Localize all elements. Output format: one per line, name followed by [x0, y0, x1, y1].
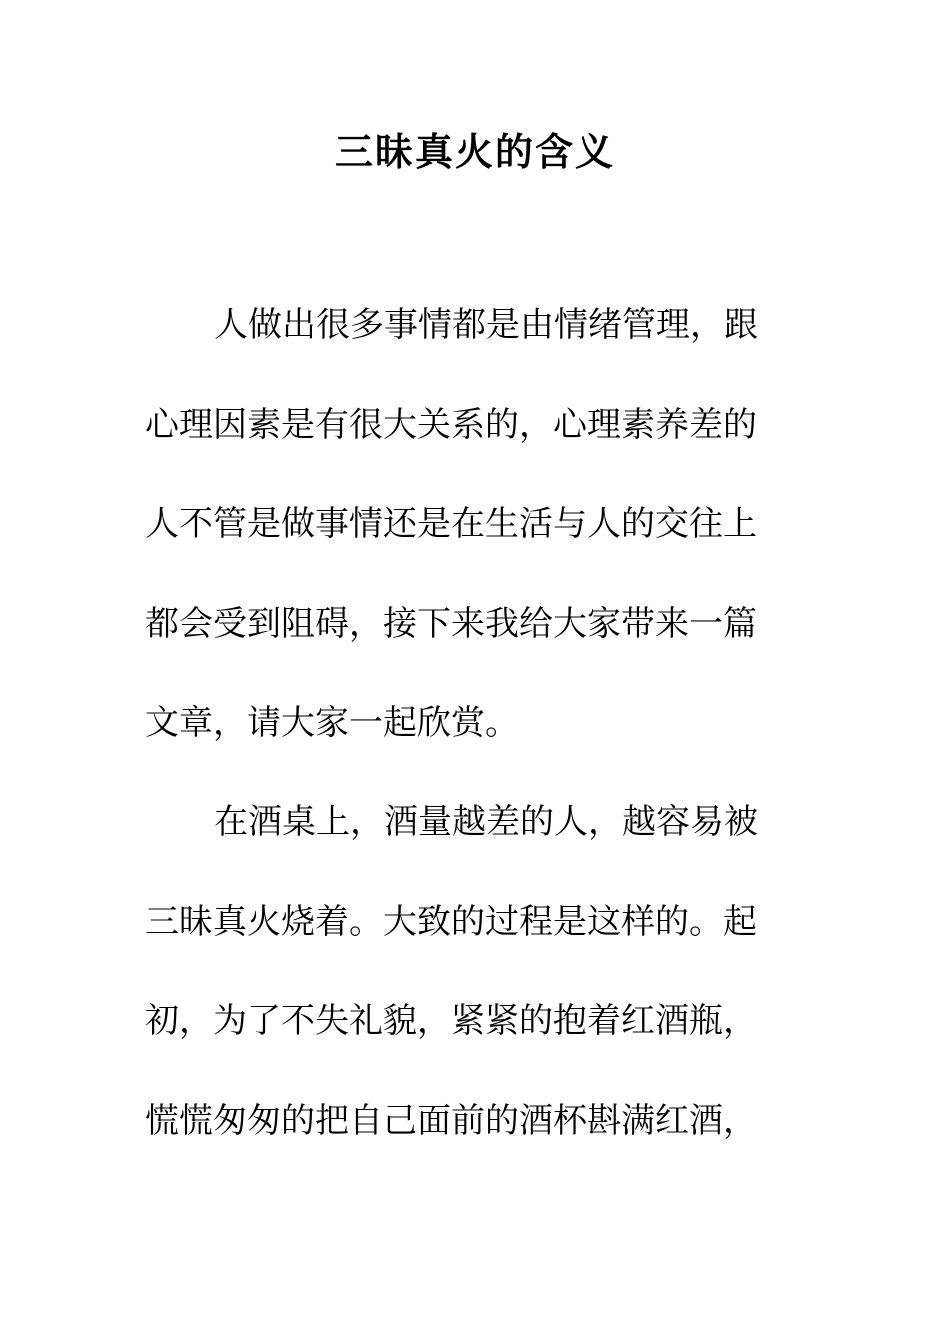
text-line: 三昧真火烧着。大致的过程是这样的。起: [145, 902, 757, 942]
text-line: 初，为了不失礼貌，紧紧的抱着红酒瓶，: [145, 1001, 757, 1041]
text-line: 文章，请大家一起欣赏。: [145, 703, 519, 743]
text-line: 心理因素是有很大关系的，心理素养差的: [145, 405, 757, 445]
text-line: 在酒桌上，酒量越差的人，越容易被: [214, 802, 758, 842]
text-line: 慌慌匆匆的把自己面前的酒杯斟满红酒，: [145, 1101, 757, 1141]
text-line: 人不管是做事情还是在生活与人的交往上: [145, 504, 757, 544]
text-line: 人做出很多事情都是由情绪管理，跟: [214, 305, 758, 345]
text-line: 都会受到阻碍，接下来我给大家带来一篇: [145, 604, 757, 644]
document-title: 三昧真火的含义: [334, 129, 615, 174]
